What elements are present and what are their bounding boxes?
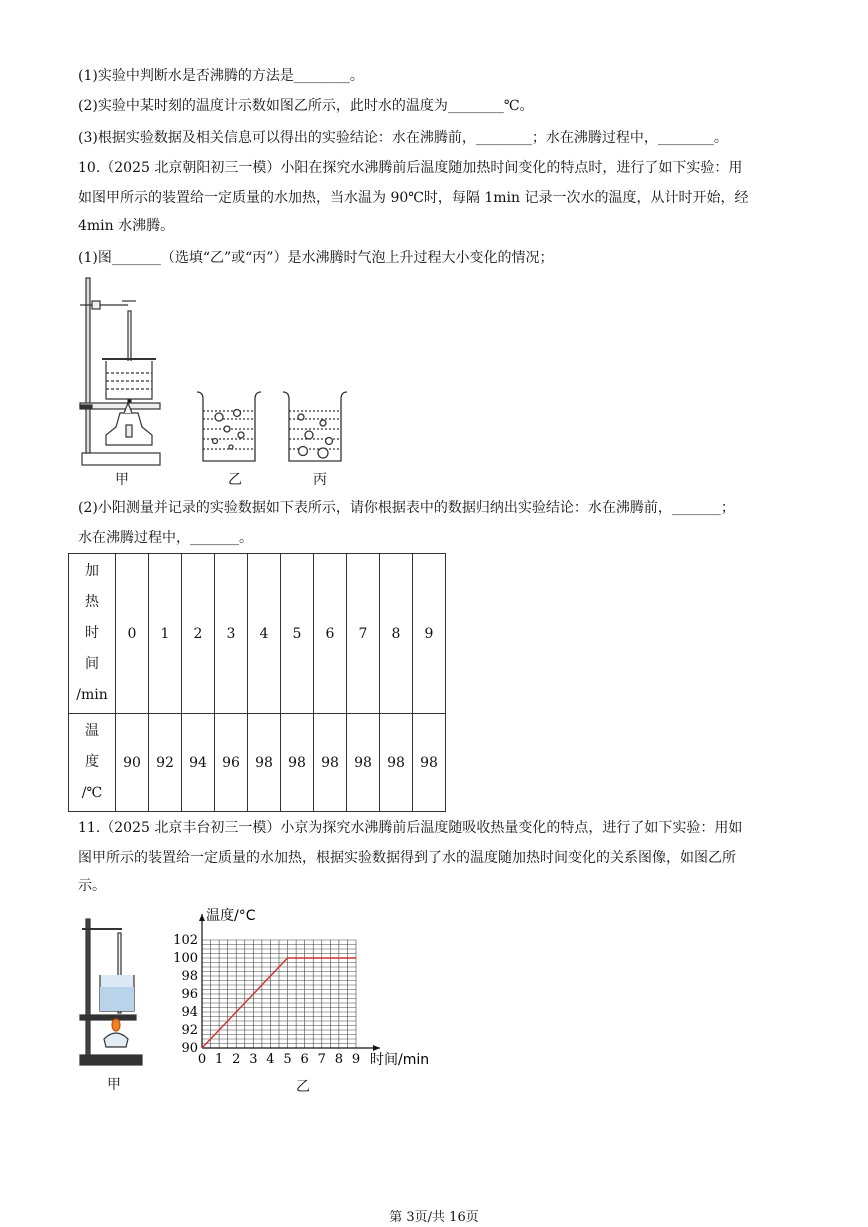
q10-stem-line1: 10.（2025 北京朝阳初三一模）小阳在探究水沸腾前后温度随加热时间变化的特点时，进行了如下实验：用 [78,160,743,176]
x-axis-label: 时间/min [370,1052,430,1068]
table-row-time [69,554,446,714]
table-cell-temp: 96 [215,714,248,812]
table-cell-time: 5 [281,554,314,714]
table-header-char: 热 [85,594,99,610]
y-tick-label: 94 [181,1005,198,1020]
q11-apparatus-figure [76,915,146,1071]
x-tick-label: 8 [334,1052,344,1067]
q9-sub1: (1)实验中判断水是否沸腾的方法是________。 [78,68,364,84]
q10-fig-label-bing: 丙 [313,472,327,488]
table-cell-time: 0 [116,554,149,714]
q10-fig-label-yi: 乙 [228,472,242,488]
q10-beaker-bing-figure [279,389,349,467]
table-cell-time: 2 [182,554,215,714]
table-cell-time: 4 [248,554,281,714]
y-tick-label: 96 [181,987,198,1002]
q10-sub2-line2: 水在沸腾过程中，_______。 [78,530,253,546]
table-cell-temp: 98 [281,714,314,812]
table-header-char: 时 [85,625,99,641]
y-tick-label: 102 [173,933,198,948]
page-footer: 第 3页/共 16页 [389,1210,479,1225]
x-tick-label: 9 [351,1052,361,1067]
table-cell-temp: 98 [248,714,281,812]
x-tick-label: 5 [283,1052,292,1067]
x-tick-label: 3 [249,1052,258,1067]
x-tick-label: 4 [266,1052,275,1067]
y-axis-arrow [199,914,205,921]
table-row-temperature [69,714,446,812]
table-cell-temp: 90 [116,714,149,812]
table-cell-temp: 94 [182,714,215,812]
table-header-char: 度 [85,754,99,770]
y-tick-label: 100 [173,951,198,966]
x-axis-arrow [373,1045,380,1051]
table-cell-time: 6 [314,554,347,714]
q11-fig-label-jia: 甲 [107,1077,121,1093]
q10-sub1: (1)图_______（选填“乙”或“丙”）是水沸腾时气泡上升过程大小变化的情况； [78,250,554,266]
table-header-char: /℃ [81,785,103,801]
table-cell-temp: 92 [149,714,182,812]
q11-fig-label-yi: 乙 [296,1079,310,1095]
table-header-char: 间 [85,656,99,672]
table-header-time [69,554,116,714]
q9-sub2: (2)实验中某时刻的温度计示数如图乙所示，此时水的温度为________℃。 [78,98,534,114]
q10-stem-line3: 4min 水沸腾。 [78,218,175,234]
table-cell-temp: 98 [314,714,347,812]
q10-apparatus-figure [76,275,166,471]
x-tick-label: 0 [197,1052,207,1067]
table-cell-time: 9 [413,554,446,714]
q10-stem-line2: 如图甲所示的装置给一定质量的水加热，当水温为 90℃时，每隔 1min 记录一次水的温度，从计时开始，经 [78,190,749,206]
x-tick-label: 7 [317,1052,326,1067]
q11-stem-line3: 示。 [78,878,106,894]
x-tick-label: 1 [214,1052,224,1067]
q10-fig-label-jia: 甲 [115,472,129,488]
table-header-char: 温 [85,723,99,739]
q10-beaker-yi-figure [193,389,263,467]
x-tick-label: 6 [300,1052,309,1067]
q11-temperature-chart [168,900,440,1076]
y-tick-label: 90 [181,1041,198,1056]
table-header-char: 加 [85,563,99,579]
table-cell-time: 1 [149,554,182,714]
table-header-char: /min [76,687,108,703]
q11-stem-line2: 图甲所示的装置给一定质量的水加热，根据实验数据得到了水的温度随加热时间变化的关系图像，如图乙所 [78,850,736,866]
table-cell-temp: 98 [413,714,446,812]
q10-sub2-line1: (2)小阳测量并记录的实验数据如下表所示，请你根据表中的数据归纳出实验结论：水在沸腾前，_______； [78,500,735,516]
q11-stem-line1: 11.（2025 北京丰台初三一模）小京为探究水沸腾前后温度随吸收热量变化的特点，进行了如下实验：用如 [78,820,743,836]
table-cell-time: 7 [347,554,380,714]
x-tick-label: 2 [232,1052,241,1067]
q9-sub3: (3)根据实验数据及相关信息可以得出的实验结论：水在沸腾前，________；水在沸腾过程中，________。 [78,130,728,146]
table-cell-time: 8 [380,554,413,714]
table-cell-time: 3 [215,554,248,714]
table-header-temperature [69,714,116,812]
table-cell-temp: 98 [347,714,380,812]
y-axis-label: 温度/°C [206,908,256,924]
q10-data-table [68,553,446,812]
table-cell-temp: 98 [380,714,413,812]
y-tick-label: 92 [181,1023,198,1038]
y-tick-label: 98 [181,969,198,984]
